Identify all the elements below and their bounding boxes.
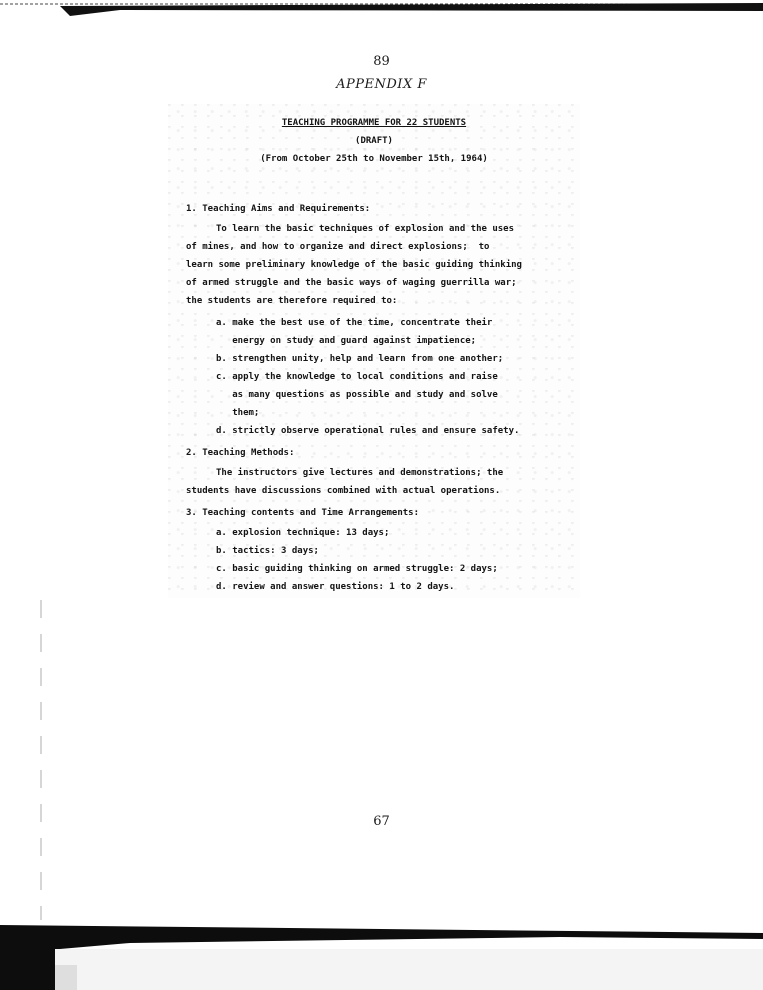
scan-left-edge-marks bbox=[40, 600, 42, 920]
doc-title: TEACHING PROGRAMME FOR 22 STUDENTS bbox=[281, 118, 467, 128]
section-1-item: d. strictly observe operational rules and ensure safety. bbox=[216, 426, 520, 436]
section-1-item: a. make the best use of the time, concentrate their bbox=[216, 318, 493, 328]
section-3-item: d. review and answer questions: 1 to 2 days. bbox=[216, 582, 455, 592]
section-1-para-line: of mines, and how to organize and direct explosions; to bbox=[186, 242, 490, 252]
section-1-item: them; bbox=[216, 408, 260, 418]
section-1-para-line: the students are therefore required to: bbox=[186, 296, 398, 306]
section-2-para-line: students have discussions combined with actual operations. bbox=[186, 486, 501, 496]
section-3-heading: 3. Teaching contents and Time Arrangements: bbox=[186, 508, 419, 518]
section-3-item: b. tactics: 3 days; bbox=[216, 546, 319, 556]
section-2-para-line: The instructors give lectures and demonstrations; the bbox=[216, 468, 504, 478]
section-2-heading: 2. Teaching Methods: bbox=[186, 448, 295, 458]
section-1-item: as many questions as possible and study and solve bbox=[216, 390, 498, 400]
doc-period: (From October 25th to November 15th, 1964) bbox=[260, 154, 488, 164]
page-number-top: 89 bbox=[373, 54, 390, 69]
scan-top-border bbox=[0, 0, 763, 18]
section-1-para-line: of armed struggle and the basic ways of waging guerrilla war; bbox=[186, 278, 517, 288]
section-3-item: c. basic guiding thinking on armed struggle: 2 days; bbox=[216, 564, 498, 574]
appendix-title: APPENDIX F bbox=[336, 77, 427, 92]
scan-bottom-border bbox=[0, 925, 763, 990]
section-1-item: c. apply the knowledge to local conditions and raise bbox=[216, 372, 498, 382]
doc-draft: (DRAFT) bbox=[355, 136, 393, 146]
section-1-para-line: learn some preliminary knowledge of the basic guiding thinking bbox=[186, 260, 522, 270]
section-1-item: energy on study and guard against impatience; bbox=[216, 336, 477, 346]
section-3-item: a. explosion technique: 13 days; bbox=[216, 528, 390, 538]
typescript-sheet bbox=[168, 104, 580, 598]
section-1-heading: 1. Teaching Aims and Requirements: bbox=[186, 204, 371, 214]
page-number-bottom: 67 bbox=[373, 814, 390, 829]
section-1-item: b. strengthen unity, help and learn from one another; bbox=[216, 354, 504, 364]
section-1-para-line: To learn the basic techniques of explosion and the uses bbox=[216, 224, 515, 234]
